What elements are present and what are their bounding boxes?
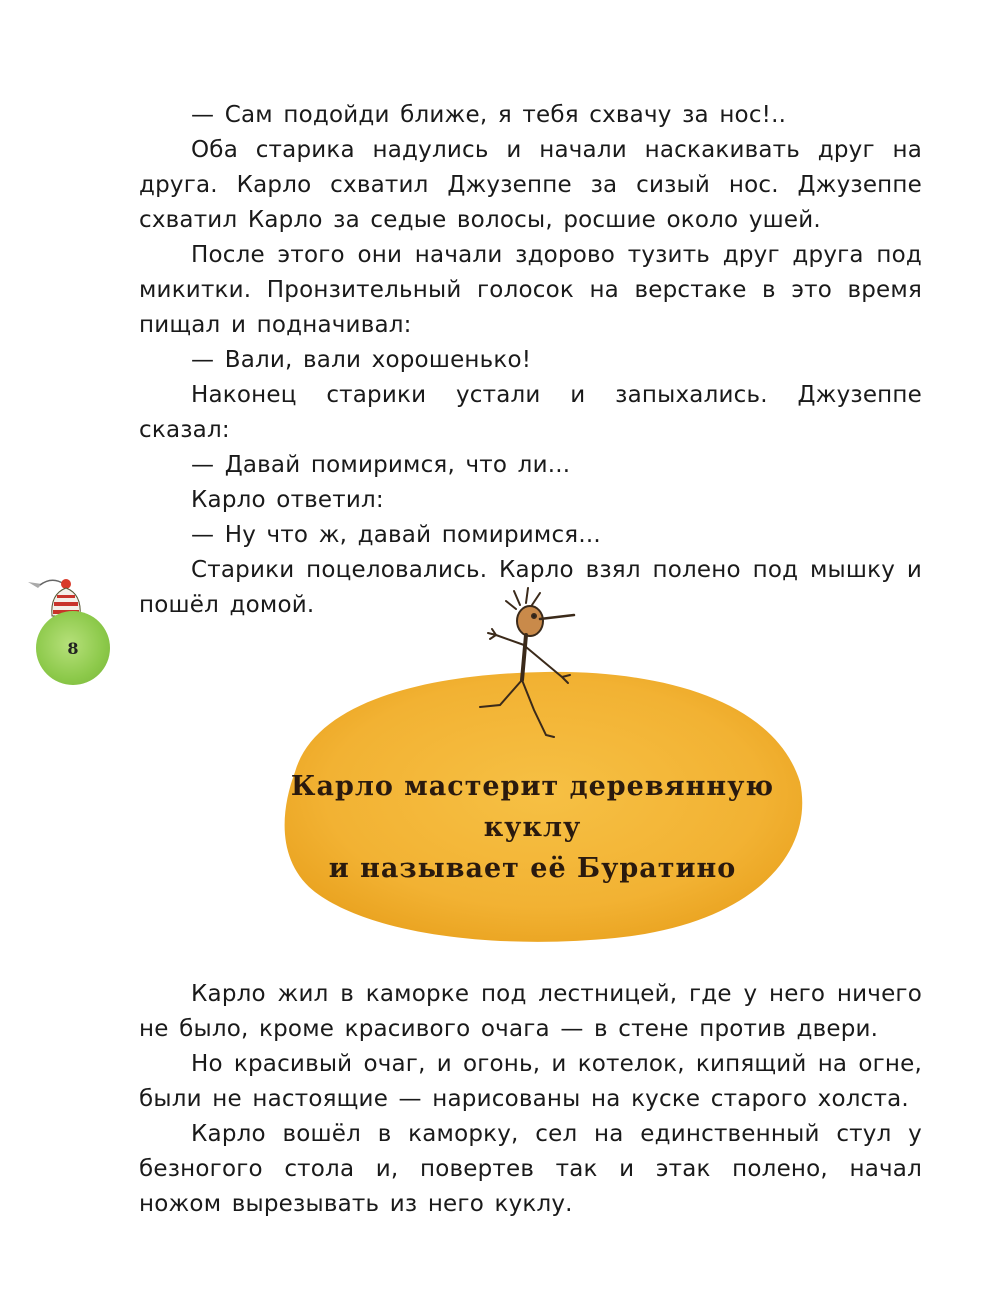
chapter-title-line-2: и называет её Буратино	[328, 853, 737, 884]
paragraph: — Сам подойди ближе, я тебя схвачу за нос!..	[191, 102, 787, 128]
paragraph: После этого они начали здорово тузить друг друга под микитки. Пронзительный голосок на верстаке в это время пищал и подначивал:	[139, 242, 922, 338]
paragraph: — Ну что ж, давай помиримся...	[191, 522, 601, 548]
paragraph: Наконец старики устали и запыхались. Джузеппе сказал:	[139, 382, 922, 443]
paragraph: Карло жил в каморке под лестницей, где у него ничего не было, кроме красивого очага — в стене против двери.	[139, 981, 922, 1042]
paragraph: — Вали, вали хорошенько!	[191, 347, 532, 373]
paragraph: — Давай помиримся, что ли...	[191, 452, 571, 478]
paragraph: Оба старика надулись и начали наскакивать друг на друга. Карло схватил Джузеппе за сизый нос. Джузеппе схватил Карло за седые волосы, росшие около ушей.	[139, 137, 922, 233]
buratino-figure-illustration	[470, 585, 590, 745]
chapter-title	[255, 766, 810, 889]
chapter-title-line-1: Карло мастерит деревянную куклу	[290, 771, 775, 843]
paragraph: Старики поцеловались. Карло взял полено под мышку и пошёл домой.	[139, 557, 922, 618]
paragraph: Карло вошёл в каморку, сел на единственный стул у безногого стола и, повертев так и этак полено, начал ножом вырезывать из него куклу.	[139, 1121, 922, 1217]
paragraph: Карло ответил:	[191, 487, 384, 513]
story-text-top	[139, 98, 922, 623]
story-text-bottom	[139, 977, 922, 1222]
paragraph: Но красивый очаг, и огонь, и котелок, кипящий на огне, были не настоящие — нарисованы на куске старого холста.	[139, 1051, 922, 1112]
page-number: 8	[36, 611, 110, 685]
